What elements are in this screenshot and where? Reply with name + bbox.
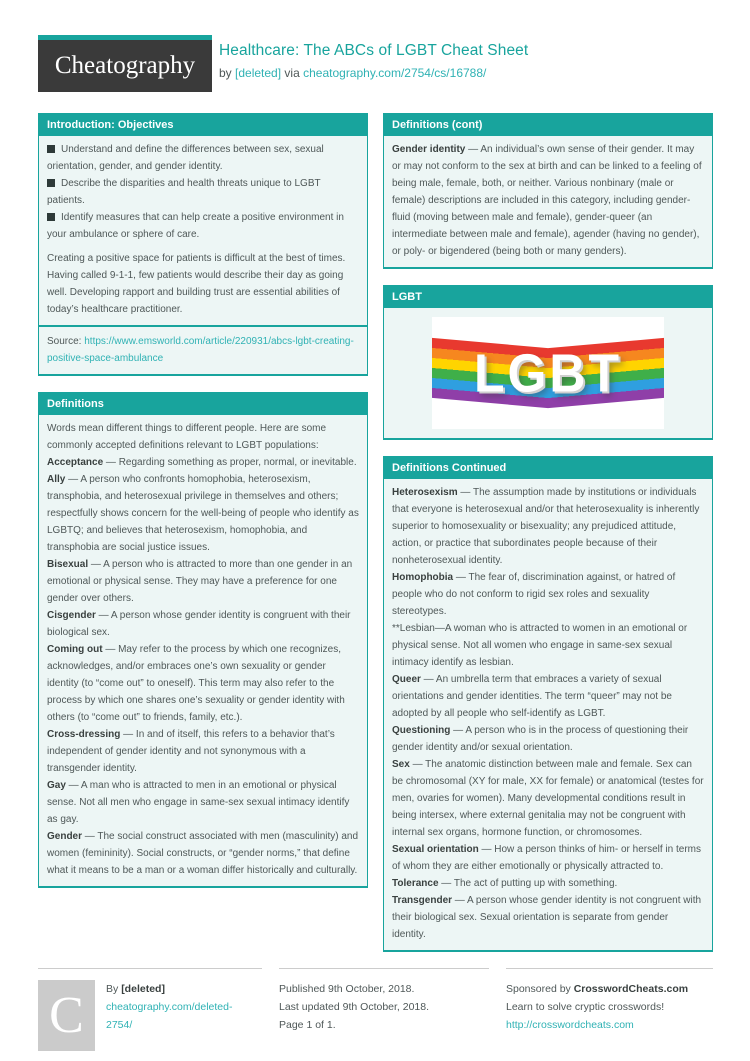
definition-term: Acceptance [47, 457, 104, 468]
panel-body [384, 479, 712, 950]
definition-item: Queer — An umbrella term that embraces a variety of sexual orientations and gender identities. The term “queer” may not be adopted by all people who self-identify as LGBT. [392, 674, 672, 719]
panel-definitions-continued [383, 456, 713, 952]
definition-term: Sex [392, 759, 410, 770]
panel-body [39, 136, 367, 250]
footer-author-text [106, 980, 256, 1051]
cheatography-c-logo[interactable] [38, 980, 95, 1051]
objective-bullet: Describe the disparities and health threats unique to LGBT patients. [47, 178, 321, 206]
definition-term: Gender identity [392, 144, 466, 155]
left-column [38, 113, 368, 904]
objective-bullet: Understand and define the differences between sex, sexual orientation, gender, and gender identity. [47, 144, 324, 172]
definition-item: Tolerance — The act of putting up with something. [392, 878, 618, 889]
updated-date: Last updated 9th October, 2018. [279, 1001, 430, 1013]
published-date: Published 9th October, 2018. [279, 983, 415, 995]
definition-term: Transgender [392, 895, 453, 906]
footer-meta-block [279, 968, 489, 1051]
page-title: Healthcare: The ABCs of LGBT Cheat Sheet [219, 42, 529, 59]
author-link[interactable]: [deleted] [235, 66, 282, 80]
right-column [383, 113, 713, 968]
definition-item: Cross-dressing — In and of itself, this refers to a behavior that’s independent of gender identity and not synonymous with a transgender identity. [47, 729, 335, 774]
definition-term: Tolerance [392, 878, 439, 889]
definition-term: Queer [392, 674, 421, 685]
definition-term: Cisgender [47, 610, 96, 621]
definition-item: Transgender — A person whose gender identity is not congruent with their biological sex. Sexual orientation is separate from gender identity. [392, 895, 702, 940]
footer-author-name: [deleted] [121, 983, 165, 995]
source-row [39, 327, 367, 374]
byline-by-label: by [219, 66, 232, 80]
definition-item: Questioning — A person who is in the process of questioning their gender identity and/or sexual orientation. [392, 725, 689, 753]
panel-body [384, 136, 712, 267]
definition-term: Homophobia [392, 572, 454, 583]
cheatography-logo[interactable] [38, 35, 212, 92]
lgbt-rainbow-image [432, 317, 664, 429]
panel-header: Definitions (cont) [384, 114, 712, 136]
panel-lgbt [383, 285, 713, 440]
definition-item: Homophobia — The fear of, discrimination against, or hatred of people who do not conform to rigid sex roles and sexuality stereotypes. [392, 572, 676, 617]
definitions-lead: Words mean different things to different people. Here are some commonly accepted definitions relevant to LGBT populations: [47, 423, 327, 451]
lgbt-image-text: LGBT [473, 342, 623, 403]
footer-sponsor-block [506, 968, 713, 1051]
definition-item: Gay — A man who is attracted to men in an emotional or physical sense. Not all men who engage in same-sex sexual intimacy identify as gay. [47, 780, 350, 825]
panel-introduction-objectives [38, 113, 368, 376]
source-url-link[interactable]: https://www.emsworld.com/article/220931/abcs-lgbt-creating-positive-space-ambulance [47, 336, 354, 364]
definition-term: Ally [47, 474, 66, 485]
definition-item: Gender identity — An individual’s own sense of their gender. It may or may not conform to the sex at birth and can be linked to a feeling of being male, female, both, or neither. Various nonbinary (male or female) descriptions are included in this category, including gender-fluid (moving between male and female), gender-queer (an intermediate between male and female), agender (having no gender), or poly- or bigendered (being both or many genders). [392, 144, 702, 257]
footer-author-block [38, 968, 262, 1051]
panel-body [39, 415, 367, 886]
footer-by-line [106, 980, 256, 998]
byline [219, 66, 528, 80]
content-columns [38, 113, 713, 968]
intro-paragraph-text: Creating a positive space for patients is difficult at the best of times. Having called 9-1-1, few patients would describe their day as going well. Developing rapport and building trust are essential abilities of today’s healthcare practitioner. [47, 253, 346, 315]
definition-item: Coming out — May refer to the process by which one recognizes, acknowledges, and/or embraces one’s own sexuality or gender identity (to “come out” to oneself). This term may also refer to the process by which one shares one’s sexuality or gender identity with others (to “come out” to friends, family, etc.). [47, 644, 345, 723]
logo-box [38, 40, 212, 92]
definition-item: Gender — The social construct associated with men (masculinity) and women (femininity). Social constructs, or “gender norms,” that define what it means to be a man or a woman differ historically and culturally. [47, 831, 359, 876]
definition-item: Acceptance — Regarding something as proper, normal, or inevitable. [47, 457, 357, 468]
sponsor-line [506, 980, 713, 998]
panel-header: Definitions Continued [384, 457, 712, 479]
definition-term: Gay [47, 780, 66, 791]
header-text [219, 35, 528, 80]
square-bullet-icon [47, 145, 55, 153]
definition-term: Heterosexism [392, 487, 458, 498]
intro-paragraph [39, 250, 367, 325]
panel-header: Definitions [39, 393, 367, 415]
panel-definitions-cont [383, 113, 713, 269]
definition-item: Sex — The anatomic distinction between male and female. Sex can be chromosomal (XY for male, XX for female) or anatomical (testes for men, ovaries for women). Many developmental conditions result in being intersex, where external genitalia may not be congruent with internal sex organs, hormone function, or chromosomes. [392, 759, 704, 838]
footer-by-label: By [106, 983, 119, 995]
definition-term: Coming out [47, 644, 103, 655]
definition-term: Cross-dressing [47, 729, 121, 740]
panel-header: LGBT [384, 286, 712, 308]
definition-item: **Lesbian—A woman who is attracted to women in an emotional or physical sense. Not all women who engage in same-sex sexual intimacy identify as lesbian. [392, 623, 688, 668]
panel-body [384, 308, 712, 438]
definition-item: Bisexual — A person who is attracted to more than one gender in an emotional or physical sense. They may have a preference for one gender over others. [47, 559, 353, 604]
definition-item: Cisgender — A person whose gender identity is congruent with their biological sex. [47, 610, 351, 638]
definition-term: **Lesbian [392, 623, 435, 634]
definition-term: Questioning [392, 725, 451, 736]
page-footer [38, 968, 713, 1051]
page-number: Page 1 of 1. [279, 1019, 336, 1031]
sponsor-tagline: Learn to solve cryptic crosswords! [506, 1001, 665, 1013]
square-bullet-icon [47, 213, 55, 221]
source-label: Source: [47, 336, 82, 347]
sponsor-label: Sponsored by [506, 983, 571, 995]
panel-header: Introduction: Objectives [39, 114, 367, 136]
page-header [38, 35, 713, 92]
definition-term: Sexual orientation [392, 844, 479, 855]
definition-item: Sexual orientation — How a person thinks of him- or herself in terms of whom they are either emotionally or physically attracted to. [392, 844, 701, 872]
byline-via-label: via [284, 66, 300, 80]
panel-definitions [38, 392, 368, 888]
definition-item: Ally — A person who confronts homophobia, heterosexism, transphobia, and heterosexual privilege in themselves and others; respectfully shows concern for the well-being of people who identify as LGBTQ; and believes that heterosexism, homophobia, and transphobia are social justice issues. [47, 474, 359, 553]
footer-author-profile-link[interactable]: cheatography.com/deleted-2754/ [106, 1001, 233, 1031]
definition-item: Heterosexism — The assumption made by institutions or individuals that everyone is heterosexual and/or that heterosexuality is inherently superior to homosexuality or bisexuality; any prejudiced attitude, action, or practice that subordinates people because of their nonheterosexual identity. [392, 487, 700, 566]
logo-text: Cheatography [54, 52, 196, 79]
sheet-url-link[interactable]: cheatography.com/2754/cs/16788/ [303, 66, 487, 80]
square-bullet-icon [47, 179, 55, 187]
definition-term: Bisexual [47, 559, 89, 570]
sponsor-name: CrosswordCheats.com [573, 983, 689, 995]
c-logo-letter: C [49, 986, 84, 1044]
definition-term: Gender [47, 831, 83, 842]
objective-bullet: Identify measures that can help create a positive environment in your ambulance or sphere of care. [47, 212, 344, 240]
sponsor-url-link[interactable]: http://crosswordcheats.com [506, 1019, 634, 1031]
